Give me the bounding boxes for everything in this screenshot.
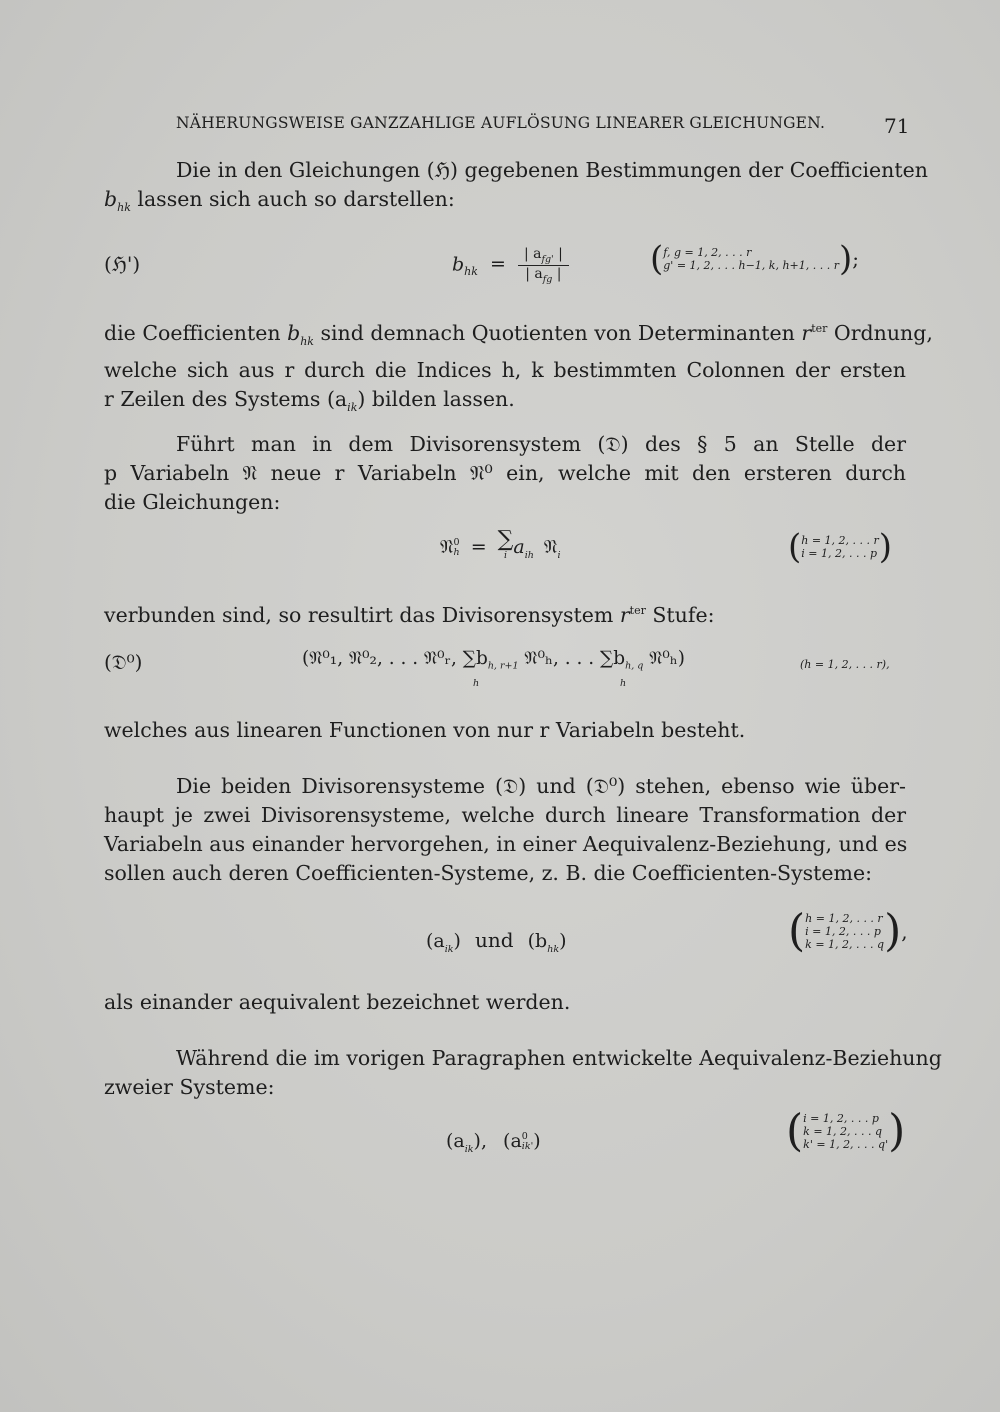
paragraph-8 [104, 1044, 942, 1102]
symbol-b: b [452, 253, 465, 276]
superscript: 0 [521, 1131, 528, 1142]
equation-h-prime [452, 246, 569, 285]
paren-open: ( [650, 239, 664, 279]
paragraph-3 [104, 430, 906, 517]
paragraph-1-line-2 [104, 185, 906, 222]
paragraph-2 [104, 314, 933, 422]
paragraph-7 [104, 988, 906, 1017]
paren-close: ) [888, 1105, 906, 1157]
superscript: ter [629, 604, 646, 617]
subscript: ik [347, 401, 358, 415]
fraction-denominator [518, 266, 569, 285]
paragraph-6-line-1: Die beiden Divisorensysteme (𝔇) und (𝔇⁰) stehen, ebenso wie über- [176, 774, 906, 798]
text: verbunden sind, so resultirt das Divisorensystem [104, 602, 620, 627]
text: die Coefficienten [104, 320, 288, 345]
subscript: ik' [521, 1141, 534, 1152]
det-bar: | [552, 265, 562, 282]
paren-close: ) [878, 527, 893, 567]
index-range-h-prime [650, 239, 860, 279]
comma: , [901, 919, 908, 944]
paren: ) [559, 930, 567, 952]
subscript: ik [444, 943, 454, 955]
paragraph-6-line-4: sollen auch deren Coefficienten-Systeme, z. B. die Coefficienten-Systeme: [104, 861, 873, 885]
det-bar: | [553, 246, 563, 262]
semicolon: ; [852, 247, 860, 271]
paragraph-6-line-3: Variabeln aus einander hervorgehen, in einer Aequivalenz-Beziehung, und es [104, 832, 908, 856]
paragraph-5 [104, 716, 906, 745]
index-range-line: k = 1, 2, . . . q [803, 1125, 883, 1138]
index-range-d0: (h = 1, 2, . . . r), [800, 658, 890, 671]
paren: ), [473, 1130, 487, 1152]
symbol-r: r [619, 602, 630, 627]
equation-coefficient-systems [426, 928, 567, 955]
subscript: ih [524, 549, 534, 561]
symbol-r: r [801, 320, 812, 345]
subscript: hk [464, 265, 478, 279]
index-range-line: i = 1, 2, . . . p [801, 547, 877, 560]
paragraph-7-line-1: als einander aequivalent bezeichnet werden. [104, 990, 571, 1014]
index-range-line: k' = 1, 2, . . . q' [803, 1138, 889, 1151]
text: Ordnung, [827, 320, 933, 345]
paren-open: ( [786, 1105, 804, 1157]
system-b: (b [527, 930, 548, 952]
text: Stufe: [645, 602, 715, 627]
subscript: h, r+1 [487, 660, 519, 672]
paragraph-4 [104, 596, 906, 630]
text: r Zeilen des Systems (a [104, 386, 348, 411]
index-range-n [788, 527, 893, 567]
paragraph-2-line-3 [104, 385, 906, 422]
paragraph-6-line-2: haupt je zwei Divisorensysteme, welche durch lineare Transformation der [104, 803, 906, 827]
index-range-line: f, g = 1, 2, . . . r [663, 246, 752, 259]
paren-open: ( [788, 527, 802, 567]
index-range-line: i = 1, 2, . . . p [805, 925, 881, 938]
paragraph-3-line-1: Führt man in dem Divisorensystem (𝔇) des § 5 an Stelle der [176, 432, 906, 456]
equation-label-d0: (𝔇⁰) [104, 650, 143, 674]
paragraph-4-line-1 [104, 596, 906, 630]
divisor-system-part: (𝔑⁰₁, 𝔑⁰₂, . . . 𝔑⁰ᵣ, ∑b [302, 648, 488, 669]
determinant-fraction [518, 246, 569, 285]
equals-sign: = [489, 253, 506, 276]
subscript: fg' [541, 253, 554, 265]
symbol-b: b [287, 320, 301, 345]
sum-sign: ∑ [497, 527, 514, 552]
subscript: h [453, 547, 460, 558]
divisor-system-part: 𝔑⁰ₕ, . . . ∑b [518, 648, 626, 669]
superscript: ter [811, 322, 828, 335]
index-range-last [786, 1105, 906, 1157]
paren: ) [533, 1130, 541, 1152]
text: ) bilden lassen. [357, 386, 515, 411]
text: lassen sich auch so darstellen: [130, 187, 455, 211]
index-range-line: h = 1, 2, . . . r [801, 534, 879, 547]
subscript: hk [117, 201, 131, 215]
paren-close: ) [884, 905, 902, 957]
paragraph-5-line-1: welches aus linearen Functionen von nur r Variabeln besteht. [104, 718, 746, 742]
paragraph-2-line-2: welche sich aus r durch die Indices h, k bestimmten Colonnen der ersten [104, 357, 906, 382]
index-range-ab [788, 905, 908, 957]
symbol-b: b [104, 187, 118, 211]
sum-index: h [473, 678, 480, 689]
page-number: 71 [884, 114, 910, 138]
fraction-numerator [518, 246, 569, 266]
subscript: i [503, 550, 508, 561]
word-und: und [475, 928, 514, 952]
det-numerator: | a [523, 246, 542, 262]
equation-n [440, 527, 561, 564]
symbol-n: 𝔑 [440, 536, 454, 558]
sum-index: h [620, 678, 627, 689]
equation-label-h-prime: (ℌ') [104, 252, 141, 276]
paragraph-8-line-1: Während die im vorigen Paragraphen entwickelte Aequivalenz-Beziehung [176, 1046, 942, 1070]
subscript: hk [547, 943, 560, 955]
system-a: (a [446, 1130, 465, 1152]
running-header: NÄHERUNGSWEISE GANZZAHLIGE AUFLÖSUNG LINEARER GLEICHUNGEN. [176, 114, 826, 132]
equation-d0 [302, 648, 685, 672]
paragraph-8-line-2: zweier Systeme: [104, 1075, 275, 1099]
equation-last [446, 1130, 541, 1155]
paren-close: ) [839, 239, 853, 279]
paragraph-6 [104, 772, 906, 888]
index-range-line: g' = 1, 2, . . . h−1, k, h+1, . . . r [663, 259, 839, 272]
system-a0: (a [503, 1130, 522, 1152]
text: sind demnach Quotienten von Determinanten [313, 320, 802, 345]
subscript: h, q [625, 660, 644, 672]
subscript: ik [464, 1143, 474, 1155]
subscript: fg [542, 273, 553, 285]
paragraph-3-line-3: die Gleichungen: [104, 490, 281, 514]
symbol-a: a [513, 536, 525, 558]
paren-open: ( [788, 905, 806, 957]
det-denominator: | a [525, 265, 543, 282]
index-range-line: h = 1, 2, . . . r [805, 912, 883, 925]
index-range-line: k = 1, 2, . . . q [805, 938, 885, 951]
paragraph-3-line-2: p Variabeln 𝔑 neue r Variabeln 𝔑⁰ ein, welche mit den ersteren durch [104, 461, 906, 485]
paragraph-1 [104, 156, 928, 222]
paren: ) [453, 930, 461, 952]
paragraph-2-line-1 [104, 314, 933, 356]
paragraph-1-line-1: Die in den Gleichungen (ℌ) gegebenen Bestimmungen der Coefficienten [176, 158, 928, 182]
subscript: i [557, 549, 561, 561]
index-range-line: i = 1, 2, . . . p [803, 1112, 879, 1125]
symbol-n: 𝔑 [543, 536, 558, 558]
superscript: 0 [453, 537, 460, 548]
equals-sign: = [470, 536, 487, 558]
divisor-system-part: 𝔑⁰ₕ) [643, 648, 686, 669]
subscript: hk [300, 334, 314, 348]
system-a: (a [426, 930, 445, 952]
